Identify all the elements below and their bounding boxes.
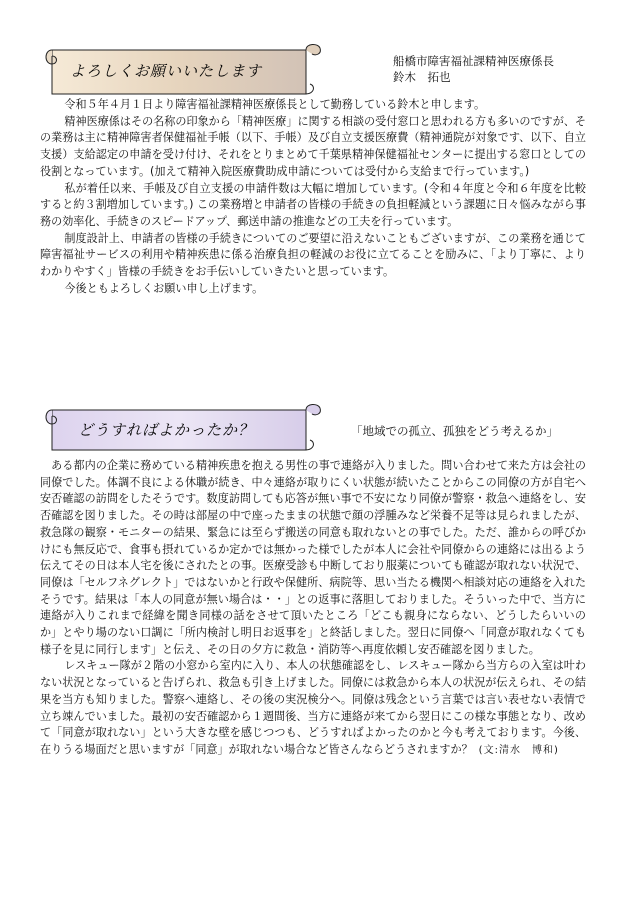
article-credit: (文:清水 博和) xyxy=(478,744,559,756)
section2-paragraph xyxy=(40,458,586,658)
section1-paragraph: 制度設計上、申請者の皆様の手続きについてのご要望に沿えないこともございますが、この業務を通じて障害福祉サービスの利用や精神疾患に係る治療負担の軽減のお役に立てることを励みに、「より丁寧に、よりわかりやすく」皆様の手続きをお手伝いしていきたいと思っています。 xyxy=(40,231,586,279)
section1-paragraph: 令和５年４月１日より障害福祉課精神医療係長として勤務している鈴木と申します。 xyxy=(64,98,486,111)
section1-banner-title: よろしくお願いいたします xyxy=(70,62,263,80)
section2-quote: 「地域での孤立、孤独をどう考えるか」 xyxy=(351,424,558,438)
section2-paragraph xyxy=(40,658,586,759)
author-block xyxy=(393,53,554,85)
author-name: 鈴木 拓也 xyxy=(393,70,451,84)
author-title: 船橋市障害福祉課精神医療係長 xyxy=(393,54,554,68)
section2-body xyxy=(40,458,586,760)
section1-paragraph: 私が着任以来、手帳及び自立支援の申請件数は大幅に増加しています。(令和４年度と令和６年度を比較すると約３割増加しています。) この業務増と申請者の皆様の手続きの負担軽減という課題に日々悩みながら事務の効率化、手続きのスピードアップ、郵送申請の推進などの工夫を行っています。 xyxy=(40,181,586,228)
section2-banner-title: どうすればよかったか？ xyxy=(78,421,255,439)
section1-body xyxy=(40,97,586,297)
section1-paragraph: 今後ともよろしくお願い申し上げます。 xyxy=(64,281,264,295)
section2-banner xyxy=(44,402,330,458)
section2-paragraph-text: ある都内の企業に務めている精神疾患を抱える男性の事で連絡が入りました。問い合わせて来た方は会社の同僚でした。体調不良による休職が続き、中々連絡が取りにくい状態が続いたことからこの同僚の方が自宅へ安否確認の訪問をしたそうです。数度訪問しても応答が無い事で不安になり同僚が警察・救急へ連絡をし、安否確認を図りました。その時は部屋の中で座ったままの状態で顔の浮腫みなど栄養不足等は見られましたが、救急隊の観察・モニターの結果、緊急には至らず搬送の同意も取れないとの事でした。ただ、誰からの呼びかけにも無反応で、食事も摂れているか定かでは無かった様でしたが本人に会社や同僚からの連絡には出るよう伝えてその日は本人宅を後にされたとの事。医療受診も中断しており服薬についても確認が取れない状況で、同僚は「セルフネグレクト」ではないかと行政や保健所、病院等、思い当たる機関へ相談対応の連絡を入れたそうです。結果は「本人の同意が無い場合は・・」との返事に落胆しておりました。そういった中で、当方に連絡が入りこれまで経緯を聞き同様の話をさせて頂いたところ「どこも親身にならない、どうしたらいいのか」とやり場のない口調に「所内検討し明日お返事を」と終話しました。翌日に同僚へ「同意が取れなくても様子を見に同行します」と伝え、その日の夕方に救急・消防等へ再度依頼し安否確認を図りました。 xyxy=(40,459,586,656)
section2-paragraph-text: レスキュー隊が２階の小窓から室内に入り、本人の状態確認をし、レスキュー隊から当方らの入室は叶わない状況となっていると告げられ、救急も引き上げました。同僚には救急から本人の状況が伝えられ、その結果を当方も知りました。警察へ連絡し、その後の実況検分へ。同僚は残念という言葉では言い表せない表情で立ち竦んでいました。最初の安否確認から１週間後、当方に連絡が来てから翌日にこの様な事態となり、改めて「同意が取れない」という大きな壁を感じつつも、どうすればよかったのかと今も考えております。今後、在りうる場面だと思いますが「同意」が取れない場合など皆さんならどうされますか？ xyxy=(40,659,586,756)
section1-paragraph: 精神医療係はその名称の印象から「精神医療」に関する相談の受付窓口と思われる方も多いのですが、その業務は主に精神障害者保健福祉手帳（以下、手帳）及び自立支援医療費（精神通院が対象です、以下、自立支援）支給認定の申請を受け付け、それをとりまとめて千葉県精神保健福祉センターに提出する窓口としての役割となっています。(加えて精神入院医療費助成申請については受付から支給まで行っています。) xyxy=(40,114,586,178)
section1-banner xyxy=(44,40,330,104)
